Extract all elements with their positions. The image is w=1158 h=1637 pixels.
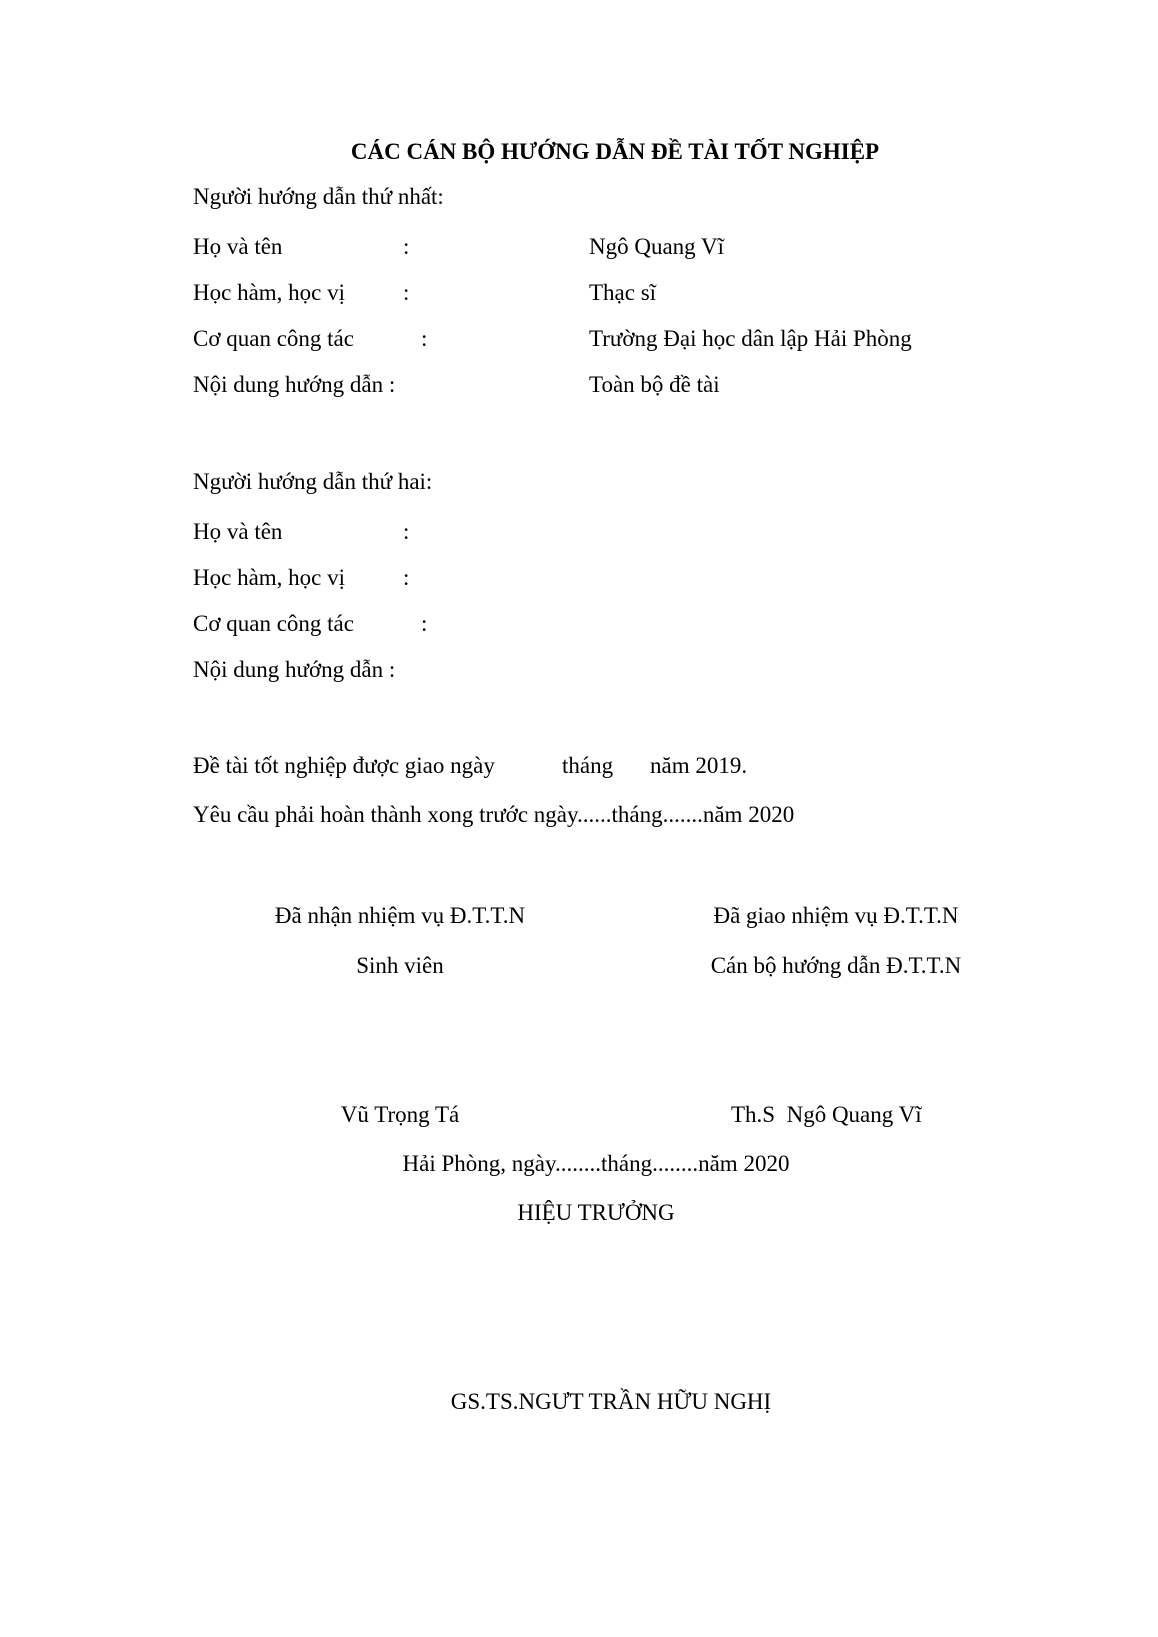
footer-position: HIỆU TRƯỞNG — [517, 1200, 675, 1225]
advisor2-heading: Người hướng dẫn thứ hai: — [193, 469, 433, 494]
right-signature-name: Th.S Ngô Quang Vĩ — [731, 1102, 922, 1127]
left-signature-title: Đã nhận nhiệm vụ Đ.T.T.N — [274, 903, 526, 928]
assignment-deadline: Yêu cầu phải hoàn thành xong trước ngày......tháng.......năm 2020 — [193, 802, 795, 827]
advisor2-name-label: Họ và tên — [193, 519, 283, 544]
right-signature-title: Đã giao nhiệm vụ Đ.T.T.N — [713, 903, 959, 928]
footer-date-line: Hải Phòng, ngày........tháng........năm 2020 — [402, 1151, 790, 1176]
advisor2-workplace-label: Cơ quan công tác — [193, 611, 354, 636]
advisor2-workplace-colon: : — [421, 611, 428, 636]
advisor2-degree-label: Học hàm, học vị — [193, 565, 346, 590]
advisor1-name-colon: : — [403, 234, 410, 259]
advisor1-heading: Người hướng dẫn thứ nhất: — [193, 184, 444, 209]
right-signature-role: Cán bộ hướng dẫn Đ.T.T.N — [710, 953, 962, 978]
advisor1-workplace-value: Trường Đại học dân lập Hải Phòng — [589, 326, 912, 351]
advisor1-content-label: Nội dung hướng dẫn : — [193, 372, 396, 397]
advisor1-degree-label: Học hàm, học vị — [193, 280, 346, 305]
advisor1-workplace-label: Cơ quan công tác — [193, 326, 354, 351]
advisor2-name-colon: : — [403, 519, 410, 544]
advisor2-content-label: Nội dung hướng dẫn : — [193, 657, 396, 682]
advisor1-workplace-colon: : — [421, 326, 428, 351]
advisor1-name-value: Ngô Quang Vĩ — [589, 234, 725, 259]
assignment-given-year: năm 2019. — [650, 753, 748, 778]
advisor1-content-value: Toàn bộ đề tài — [589, 372, 720, 397]
advisor1-degree-colon: : — [403, 280, 410, 305]
advisor1-degree-value: Thạc sĩ — [589, 280, 657, 305]
advisor1-name-label: Họ và tên — [193, 234, 283, 259]
advisor2-degree-colon: : — [403, 565, 410, 590]
left-signature-name: Vũ Trọng Tá — [340, 1102, 460, 1127]
page-title: CÁC CÁN BỘ HƯỚNG DẪN ĐỀ TÀI TỐT NGHIỆP — [350, 139, 880, 164]
left-signature-role: Sinh viên — [356, 953, 444, 978]
assignment-given-prefix: Đề tài tốt nghiệp được giao ngày — [193, 753, 495, 778]
assignment-given-month: tháng — [562, 753, 614, 778]
principal-name: GS.TS.NGƯT TRẦN HỮU NGHỊ — [450, 1389, 772, 1414]
